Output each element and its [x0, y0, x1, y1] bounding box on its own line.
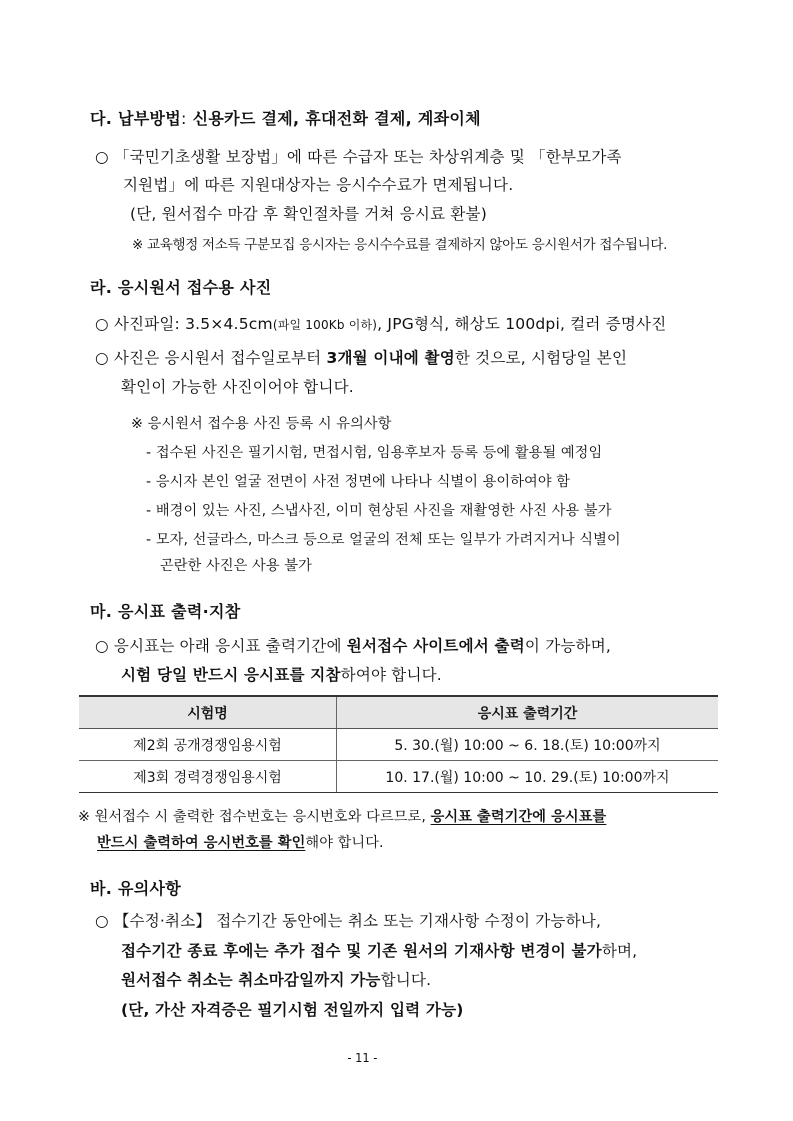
ticket-note-underlined: 반드시 출력하여 응시번호를 확인 — [97, 835, 306, 851]
section-heading-payment — [90, 106, 481, 129]
ticket-note-text: ※ 원서접수 시 출력한 접수번호는 응시번호와 다르므로, — [78, 809, 431, 825]
photo-bullet-2 — [95, 346, 627, 368]
ticket-text-rest: 이 가능하며, — [524, 637, 612, 655]
caution-rest: 하며, — [601, 942, 638, 960]
heading-text: 다. 납부방법 — [90, 109, 182, 128]
payment-note: ※ 교육행정 저소득 구분모집 응시자는 응시수수료를 결제하지 않아도 응시원서가 접수됩니다. — [132, 237, 668, 253]
page-number: - 11 - — [347, 1050, 378, 1065]
section-heading-admission-ticket: 마. 응시표 출력·지참 — [90, 602, 241, 621]
ticket-note-text: 해야 합니다. — [305, 835, 384, 851]
photo-size-text: ○ 사진파일: 3.5×4.5cm — [95, 315, 273, 333]
photo-bullet-2-line2: 확인이 가능한 사진이어야 합니다. — [121, 378, 354, 396]
heading-text-rest: 신용카드 결제, 휴대전화 결제, 계좌이체 — [186, 109, 481, 128]
photo-period-rest: 한 것으로, 시험당일 본인 — [454, 349, 628, 367]
photo-format-text: , JPG형식, 해상도 100dpi, 컬러 증명사진 — [377, 315, 667, 333]
ticket-note-underlined: 응시표 출력기간에 응시표를 — [430, 809, 607, 825]
table-row — [79, 761, 718, 793]
caution-bold: 접수기간 종료 후에는 추가 접수 및 기존 원서의 기재사항 변경이 불가 — [121, 942, 602, 960]
table-row — [79, 729, 718, 761]
section-heading-cautions: 바. 유의사항 — [90, 879, 182, 898]
photo-filesize-text: (파일 100Kb 이하) — [272, 318, 378, 332]
ticket-text-rest: 하여야 합니다. — [340, 666, 442, 684]
section-heading-photo: 라. 응시원서 접수용 사진 — [90, 278, 272, 297]
ticket-note-line1 — [78, 806, 606, 826]
ticket-text-bold: 시험 당일 반드시 응시표를 지참 — [121, 666, 341, 684]
photo-note-item-cont: 곤란한 사진은 사용 불가 — [160, 558, 312, 574]
caution-line4: (단, 가산 자격증은 필기시험 전일까지 입력 가능) — [121, 1001, 464, 1019]
payment-bullet-line2: 지원법」에 따른 지원대상자는 응시수수료가 면제됩니다. — [123, 176, 514, 194]
caution-line2 — [121, 939, 637, 961]
table-header-cell: 시험명 — [79, 696, 337, 729]
photo-note-item: - 응시자 본인 얼굴 전면이 사전 정면에 나타나 식별이 용이하여야 함 — [146, 474, 571, 490]
table-header-cell: 응시표 출력기간 — [337, 696, 719, 729]
photo-note-item: - 모자, 선글라스, 마스크 등으로 얼굴의 전체 또는 일부가 가려지거나 식별이 — [146, 532, 621, 548]
ticket-note-line2 — [97, 832, 384, 852]
photo-period-bold: 3개월 이내에 촬영 — [326, 349, 455, 367]
photo-note-item: - 배경이 있는 사진, 스냅사진, 이미 현상된 사진을 재촬영한 사진 사용 불가 — [146, 503, 612, 519]
photo-bullet-1 — [95, 312, 666, 334]
caution-bold: 원서접수 취소는 취소마감일까지 가능 — [121, 971, 381, 989]
table-cell: 제2회 공개경쟁임용시험 — [79, 729, 337, 761]
ticket-text-bold: 원서접수 사이트에서 출력 — [346, 637, 525, 655]
photo-period-text: ○ 사진은 응시원서 접수일로부터 — [95, 349, 327, 367]
table-cell: 제3회 경력경쟁임용시험 — [79, 761, 337, 793]
ticket-period-table — [79, 695, 718, 793]
payment-bullet-line3: (단, 원서접수 마감 후 확인절차를 거쳐 응시료 환불) — [130, 205, 487, 223]
photo-note-title: ※ 응시원서 접수용 사진 등록 시 유의사항 — [131, 416, 392, 432]
ticket-text: ○ 응시표는 아래 응시표 출력기간에 — [95, 637, 347, 655]
heading-sep: : — [181, 109, 187, 128]
caution-line1: ○ 【수정·취소】 접수기간 동안에는 취소 또는 기재사항 수정이 가능하나, — [95, 912, 602, 930]
photo-note-item: - 접수된 사진은 필기시험, 면접시험, 임용후보자 등록 등에 활용될 예정임 — [146, 445, 603, 461]
caution-line3 — [121, 968, 431, 990]
caution-rest: 합니다. — [380, 971, 432, 989]
table-header-row — [79, 696, 718, 729]
ticket-bullet-line1 — [95, 634, 611, 656]
payment-bullet-line1: ○ 「국민기초생활 보장법」에 따른 수급자 또는 차상위계층 및 「한부모가족 — [95, 148, 622, 166]
ticket-bullet-line2 — [121, 663, 442, 685]
table-cell: 10. 17.(월) 10:00 ~ 10. 29.(토) 10:00까지 — [337, 761, 719, 793]
table-cell: 5. 30.(월) 10:00 ~ 6. 18.(토) 10:00까지 — [337, 729, 719, 761]
